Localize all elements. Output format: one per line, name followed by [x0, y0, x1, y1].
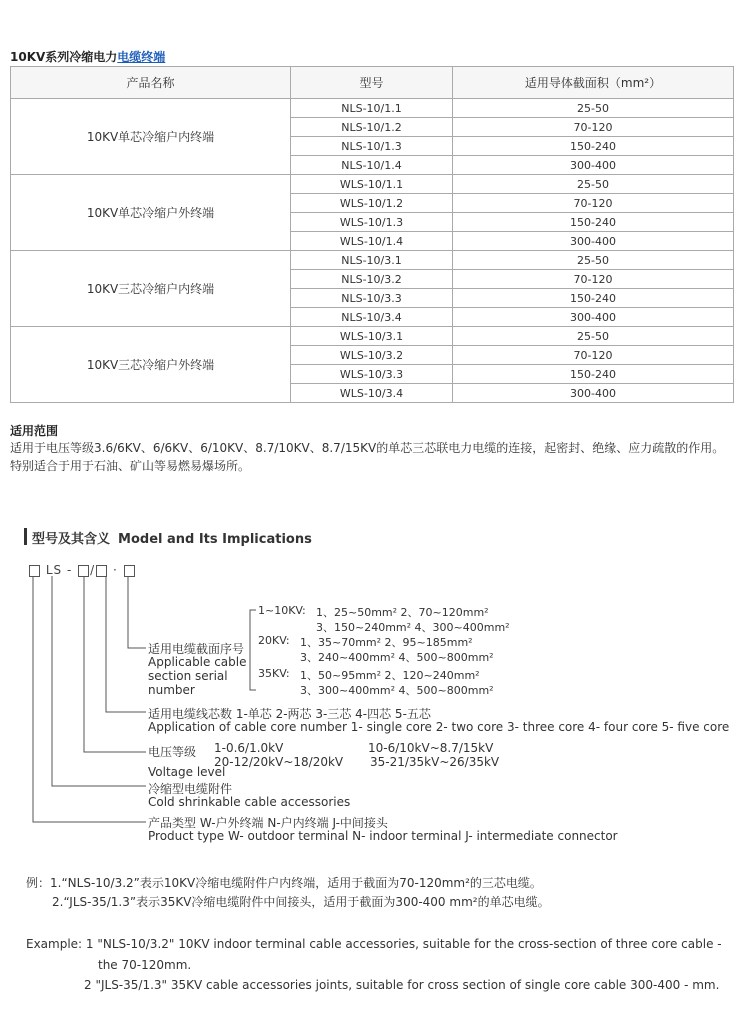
voltage-option-35: 35-21/35kV~26/35kV	[370, 755, 500, 769]
v20-options-a: 1、35~70mm² 2、95~185mm²	[300, 636, 473, 649]
model-cell: NLS-10/1.1	[291, 99, 453, 118]
product-name-cell: 10KV单芯冷缩户内终端	[11, 99, 291, 175]
model-cell: NLS-10/3.3	[291, 289, 453, 308]
cold-shrink-cn: 冷缩型电缆附件	[148, 782, 233, 796]
v35-options-b: 3、300~400mm² 4、500~800mm²	[300, 684, 494, 697]
cross-section-cell: 25-50	[453, 327, 734, 346]
cross-section-cell: 150-240	[453, 213, 734, 232]
product-name-cell: 10KV三芯冷缩户外终端	[11, 327, 291, 403]
cross-section-cell: 150-240	[453, 289, 734, 308]
model-cell: WLS-10/1.3	[291, 213, 453, 232]
example-en-1b: the 70-120mm.	[98, 958, 192, 972]
model-cell: WLS-10/1.4	[291, 232, 453, 251]
example-cn-1: 例：1.“NLS-10/3.2”表示10KV冷缩电缆附件户内终端，适用于截面为70-120mm²的三芯电缆。	[26, 876, 542, 890]
model-cell: WLS-10/1.1	[291, 175, 453, 194]
model-cell: NLS-10/3.1	[291, 251, 453, 270]
section-serial-cn: 适用电缆截面序号	[148, 642, 245, 656]
model-cell: NLS-10/3.4	[291, 308, 453, 327]
voltage-option-1: 1-0.6/1.0kV	[214, 741, 284, 755]
cold-shrink-en: Cold shrinkable cable accessories	[148, 795, 351, 809]
cross-section-cell: 300-400	[453, 308, 734, 327]
cross-section-cell: 150-240	[453, 137, 734, 156]
cross-section-cell: 70-120	[453, 194, 734, 213]
model-cell: WLS-10/3.3	[291, 365, 453, 384]
page-title: 10KV系列冷缩电力电缆终端	[10, 50, 166, 64]
cross-section-cell: 70-120	[453, 270, 734, 289]
example-en-2: 2 "JLS-35/1.3" 35KV cable accessories joints, suitable for cross section of single core cable 300-400 - mm.	[84, 978, 720, 992]
model-cell: NLS-10/1.3	[291, 137, 453, 156]
model-cell: WLS-10/3.4	[291, 384, 453, 403]
v10-options-a: 1、25~50mm² 2、70~120mm²	[316, 606, 489, 619]
section-serial-en-1: Applicable cable	[148, 655, 247, 669]
model-cell: WLS-10/3.2	[291, 346, 453, 365]
header-model: 型号	[291, 67, 453, 99]
cable-terminal-link[interactable]: 电缆终端	[117, 50, 166, 64]
model-code-pattern: LS - / ·	[28, 563, 136, 577]
example-en-1a: Example: 1 "NLS-10/3.2" 10KV indoor terminal cable accessories, suitable for the cross-section of three core cable -	[26, 937, 722, 951]
voltage-en: Voltage level	[148, 765, 226, 779]
product-type-cn: 产品类型 W-户外终端 N-户内终端 J-中间接头	[148, 816, 388, 830]
header-product-name: 产品名称	[11, 67, 291, 99]
cross-section-cell: 70-120	[453, 346, 734, 365]
cross-section-cell: 300-400	[453, 384, 734, 403]
product-name-cell: 10KV单芯冷缩户外终端	[11, 175, 291, 251]
header-cross-section: 适用导体截面积（mm²）	[453, 67, 734, 99]
v20-options-b: 3、240~400mm² 4、500~800mm²	[300, 651, 494, 664]
section-serial-en-2: section serial	[148, 669, 228, 683]
voltage-option-20: 20-12/20kV~18/20kV	[214, 755, 344, 769]
model-cell: NLS-10/3.2	[291, 270, 453, 289]
v10-options-b: 3、150~240mm² 4、300~400mm²	[316, 621, 510, 634]
cross-section-cell: 70-120	[453, 118, 734, 137]
model-cell: NLS-10/1.4	[291, 156, 453, 175]
model-cell: WLS-10/3.1	[291, 327, 453, 346]
scope-heading: 适用范围	[10, 424, 59, 438]
cross-section-cell: 300-400	[453, 232, 734, 251]
product-name-cell: 10KV三芯冷缩户内终端	[11, 251, 291, 327]
model-cell: NLS-10/1.2	[291, 118, 453, 137]
v35-options-a: 1、50~95mm² 2、120~240mm²	[300, 669, 480, 682]
scope-text: 适用于电压等级3.6/6KV、6/6KV、6/10KV、8.7/10KV、8.7/15KV的单芯三芯联电力电缆的连接，起密封、绝缘、应力疏散的作用。特别适合于用于石油、矿山等易燃易爆场所。	[10, 441, 725, 473]
cross-section-cell: 25-50	[453, 99, 734, 118]
cross-section-cell: 150-240	[453, 365, 734, 384]
v20-label: 20KV:	[258, 634, 290, 647]
section-serial-en-3: number	[148, 683, 195, 697]
voltage-cn: 电压等级	[148, 745, 197, 759]
section-title: 型号及其含义 Model and Its Implications	[32, 532, 312, 547]
v35-label: 35KV:	[258, 667, 290, 680]
model-cell: WLS-10/1.2	[291, 194, 453, 213]
core-number-cn: 适用电缆线芯数 1-单芯 2-两芯 3-三芯 4-四芯 5-五芯	[148, 707, 431, 721]
cross-section-cell: 25-50	[453, 251, 734, 270]
product-type-en: Product type W- outdoor terminal N- indoor terminal J- intermediate connector	[148, 829, 618, 843]
core-number-en: Application of cable core number 1- single core 2- two core 3- three core 4- four core 5- five core	[148, 720, 730, 734]
cross-section-cell: 300-400	[453, 156, 734, 175]
example-cn-2: 2.“JLS-35/1.3”表示35KV冷缩电缆附件中间接头，适用于截面为300-400 mm²的单芯电缆。	[52, 895, 550, 909]
v10-label: 1~10KV:	[258, 604, 306, 617]
cross-section-cell: 25-50	[453, 175, 734, 194]
voltage-option-10: 10-6/10kV~8.7/15kV	[368, 741, 494, 755]
